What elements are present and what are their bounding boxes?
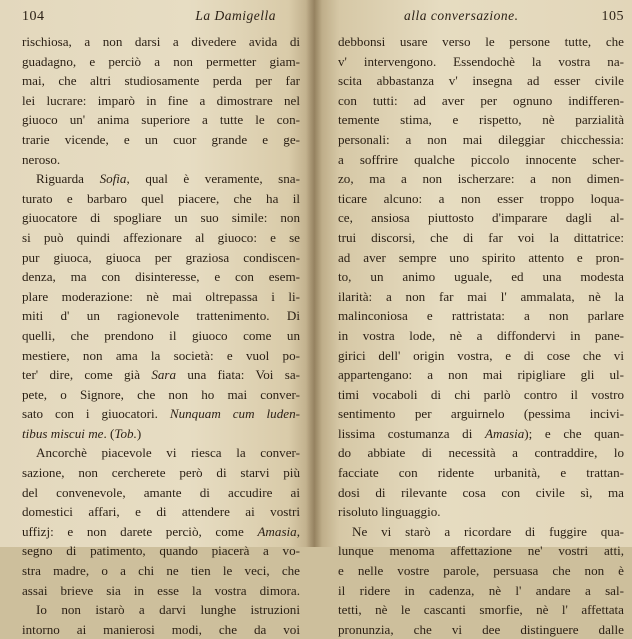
italic-text: Nunquam cum luden- [169,406,300,422]
text-run: risoluto linguaggio. [338,504,441,520]
text-run: mestiere, non ama la società: e vuol po- [22,347,300,363]
text-run: guadagno, e perciò a non permetter giam- [22,53,300,69]
text-run: giuocatore di spogliare un suo simile: non [22,210,300,226]
text-run: facciate con ridente urbanità, e trattan- [338,465,624,481]
text-line [22,522,300,542]
text-line [22,91,300,111]
text-line [338,600,624,620]
text-run: sazione, non cercherete però di starvi più [22,465,300,481]
text-line [338,52,624,72]
text-run: dosi di rilevante cosa con civile sì, ma [338,484,624,500]
italic-text: Amasia [485,425,525,441]
text-line [22,32,300,52]
text-run: ce, ansiosa piuttosto d'imparare dagli al- [338,210,624,226]
text-run: e nelle vostre parole, persuasa che non è [338,563,624,579]
text-run: miti d' un ragionevole trattenimento. Di [22,308,300,324]
text-run: assai brieve sia in esse la vostra dimora. [22,582,300,598]
text-line [22,189,300,209]
text-run: v' intervengono. Essendochè la vostra na- [338,53,624,69]
text-line [22,385,300,405]
text-line [338,248,624,268]
text-run: ); e che quan- [524,425,624,441]
text-run: ad aver sempre uno spirito attento e pron- [338,249,624,265]
text-line [338,189,624,209]
italic-text: Tob. [114,425,137,441]
text-run: , [296,523,300,539]
text-line [22,443,300,463]
text-run: ticare alcuno: a non esser troppo loqua- [338,190,624,206]
text-run: si può quindi affezionare al giuoco: e se [22,229,300,245]
text-line [338,208,624,228]
text-run: in vostra lode, nè a diffondervi in pane- [338,327,624,343]
text-run: uffizj: e non darete perciò, come [22,523,258,539]
text-run: Ne vi starò a ricordare di fuggire qua- [352,523,624,539]
text-run: intorno ai manierosi modi, che da voi [22,621,300,637]
italic-text: Amasia [257,523,297,539]
text-line [338,581,624,601]
text-line [338,443,624,463]
text-run: del convenevole, amante di accudire ai [22,484,300,500]
text-line [338,463,624,483]
text-line [22,581,300,601]
text-run: appartengano: a non mai ripigliare gli ul- [338,367,624,383]
text-line [338,385,624,405]
text-run: segno di patimento, quando piacerà a vo- [22,543,300,559]
left-page [0,0,314,637]
italic-text: tibus miscui me [22,425,104,441]
text-line [22,600,300,620]
italic-text: Sara [151,367,177,383]
text-run: turato e barbaro quel piacere, che ha il [22,190,300,206]
text-line [22,346,300,366]
text-run: lei lucrare: imparò in fine a dimostrare nel [22,92,300,108]
text-line [338,522,624,542]
text-run: trarie vicende, e un cuor grande e ge- [22,131,300,147]
text-run: . ( [103,425,115,441]
italic-text: Sofia [99,171,127,187]
text-run: neroso. [22,151,61,167]
text-run: ) [136,425,142,441]
text-run: denza, ma con disinteresse, e con esem- [22,269,300,285]
text-run: rischiosa, a non darsi a divedere avida di [22,34,300,49]
text-line [22,267,300,287]
text-run: do abbiate di necessità a contraddire, lo [338,445,624,461]
text-line [338,32,624,52]
text-line [22,71,300,91]
text-line [338,365,624,385]
text-run: Riguarda [36,171,100,187]
text-run: pur giuoca, giuoca per graziosa condiscen- [22,249,300,265]
text-run: pete, o Signore, che non ho mai conver- [22,386,300,402]
text-line [22,228,300,248]
text-run: pronunzia, che vi dee distinguere dalle [338,621,624,637]
text-line [338,346,624,366]
left-page-number: 104 [22,9,45,24]
text-run: malinconiosa e rattristata: a non parlare [338,308,624,324]
text-run: ter' dire, come già [22,367,152,383]
text-line [22,541,300,561]
text-run: domestici affari, e di attendere ai vostri [22,504,300,520]
text-run: scita abbastanza v' insegna ad esser civile [338,73,624,89]
left-page-text [22,32,300,639]
text-line [22,483,300,503]
text-run: plare moderazione: nè mai oltrepassa i li- [22,288,300,304]
text-line [22,52,300,72]
right-page-text [338,32,624,639]
text-run: Io non istarò a darvi lunghe istruzioni [36,602,300,618]
text-run: debbonsi usare verso le persone tutte, che [338,34,624,49]
left-running-head [22,6,300,32]
text-line [338,620,624,639]
text-run: , qual è veramente, sna- [126,171,300,187]
text-run: girici dell' origin vostra, e di cose che vi [338,347,624,363]
text-line [338,404,624,424]
text-line [22,424,300,444]
text-line [22,169,300,189]
text-run: una fiata: Voi sa- [176,367,300,383]
text-line [22,620,300,639]
text-line [22,130,300,150]
text-line [22,463,300,483]
right-page [314,0,632,637]
text-run: trui discorsi, che di far voi la dittatrice: [338,229,624,245]
text-run: lissima costumanza di [338,425,485,441]
text-line [338,287,624,307]
text-run: quelli, che prendono il giuoco come un [22,327,300,343]
text-run: giuoco un' anima superiore a tutte le con- [22,112,300,128]
text-run: il ridere in cadenza, nè l' andare a sal- [338,582,624,598]
text-run: zo, ma a non ischerzare: a non dimen- [338,171,624,187]
text-line [22,208,300,228]
text-line [338,306,624,326]
text-run: con tutti: ad aver per ognuno indifferen- [338,92,624,108]
text-run: a soffrire qualche piccolo innocente scher- [338,151,624,167]
text-line [22,248,300,268]
text-line [338,424,624,444]
right-page-number: 105 [601,9,624,24]
text-line [22,306,300,326]
text-run: sato con i giuocatori. [22,406,170,422]
text-run: timi vocaboli di chi parlò contro il vostro [338,386,624,402]
text-line [22,287,300,307]
text-line [338,561,624,581]
text-line [22,326,300,346]
text-line [338,483,624,503]
text-line [338,91,624,111]
text-run: lunque menoma affettazione ne' vostri atti, [338,543,624,559]
text-run: Ancorchè piacevole vi riesca la conver- [36,445,300,461]
text-line [338,71,624,91]
text-line [338,502,624,522]
text-run: mai, che altri studiosamente perda per far [22,73,300,89]
right-running-title: alla conversazione. [404,8,519,23]
text-run: stra madre, o a chi ne tien le veci, che [22,563,300,579]
text-line [338,267,624,287]
text-line [338,541,624,561]
text-run: temente stima, e rispetto, nè parzialità [338,112,624,128]
text-line [338,130,624,150]
text-line [338,150,624,170]
text-line [22,502,300,522]
right-running-head [338,6,624,32]
text-run: ilarità: a non far mai l' ammalata, nè la [338,288,624,304]
text-run: to, un animo uguale, ed una modesta [338,269,624,285]
text-line [22,561,300,581]
text-line [22,365,300,385]
text-line [338,110,624,130]
text-run: sentimento per arguirnelo (pessima incivi- [338,406,624,422]
text-line [22,110,300,130]
text-line [338,326,624,346]
text-line [22,150,300,170]
text-run: personali: a non mai dileggiar chicchessia: [338,131,624,147]
text-run: tetti, nè le cascanti smorfie, nè l' affettata [338,602,624,618]
left-running-title: La Damigella [195,8,276,23]
text-line [338,169,624,189]
text-line [22,404,300,424]
text-line [338,228,624,248]
